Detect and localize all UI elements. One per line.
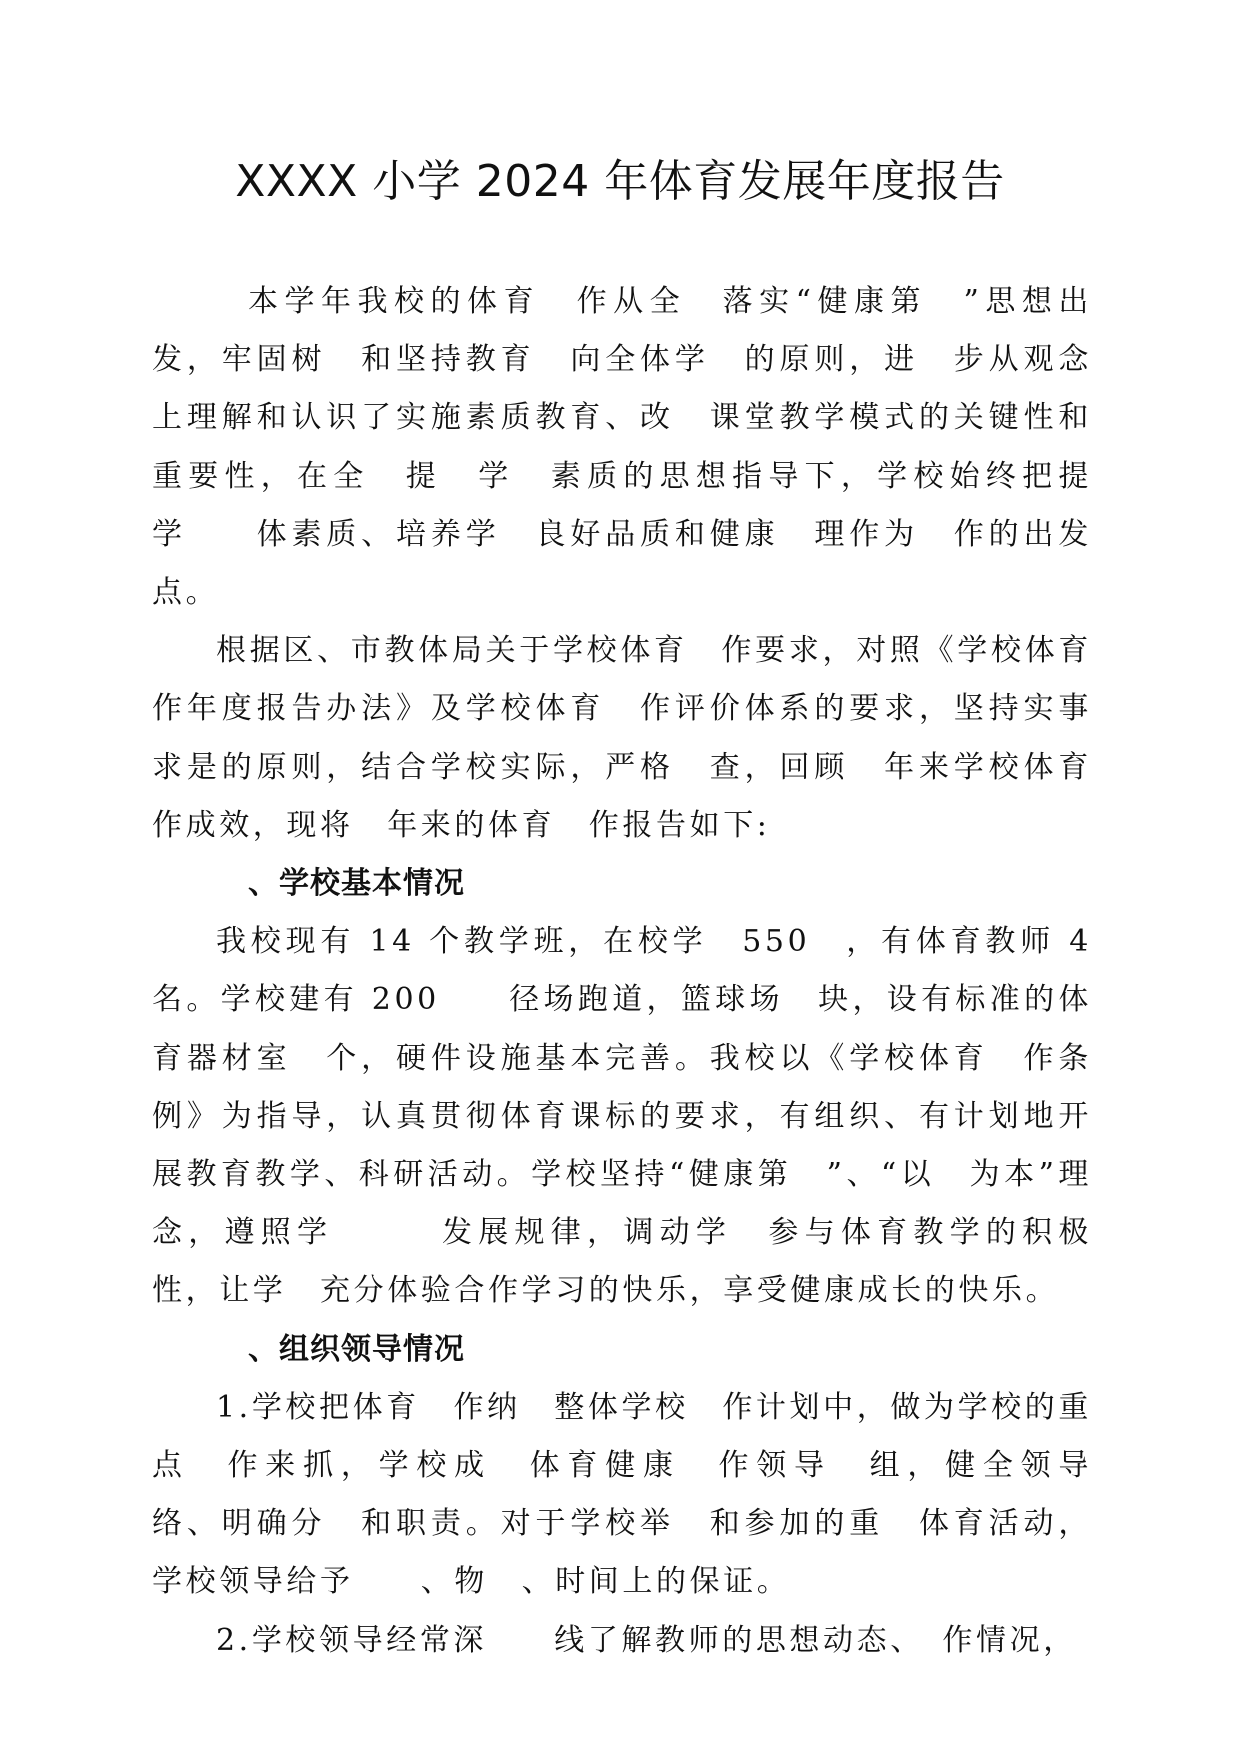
section-heading-leadership: 、组织领导情况: [248, 1331, 465, 1367]
intro-paragraph: 本学年我校的体育 作从全 落实“健康第 ”思想出发，牢固树 和坚持教育 向全体学 的原则，进 步从观念上理解和认识了实施素质教育、改 课堂教学模式的关键性和重要性，在全 提 学 素质的思想指导下，学校始终把提 学 体素质、培养学 良好品质和健康 理作为 作的出发点。: [152, 284, 1126, 611]
basis-paragraph: 根据区、市教体局关于学校体育 作要求，对照《学校体育 作年度报告办法》及学校体育 作评价体系的要求，坚持实事求是的原则，结合学校实际，严格 查，回顾 年来学校体育 作成效，现将 年来的体育 作报告如下:: [152, 633, 1126, 843]
basic-info-paragraph: 我校现有 14 个教学班，在校学 550 ，有体育教师 4 名。学校建有 200 径场跑道，篮球场 块，设有标准的体育器材室 个，硬件设施基本完善。我校以《学校体育 作条例》为指导，认真贯彻体育课标的要求，有组织、有计划地开展教育教学、科研活动。学校坚持“健康第 ”、“以 为本”理念，遵照学 发展规律，调动学 参与体育教学的积极性，让学 充分体验合作学习的快乐，享受健康成长的快乐。: [152, 924, 1106, 1309]
section-heading-basic-info: 、学校基本情况: [248, 866, 465, 902]
leadership-item-2: 2.学校领导经常深 线了解教师的思想动态、 作情况，: [216, 1622, 1077, 1658]
document-title: XXXX 小学 2024 年体育发展年度报告: [235, 156, 1005, 207]
document-body: [152, 273, 1126, 1670]
leadership-item-1: 1.学校把体育 作纳 整体学校 作计划中，做为学校的重点 作来抓，学校成 体育健康 作领导 组，健全领导 络、明确分 和职责。对于学校举 和参加的重 体育活动，学校领导给予 、物 、时间上的保证。: [152, 1389, 1126, 1600]
